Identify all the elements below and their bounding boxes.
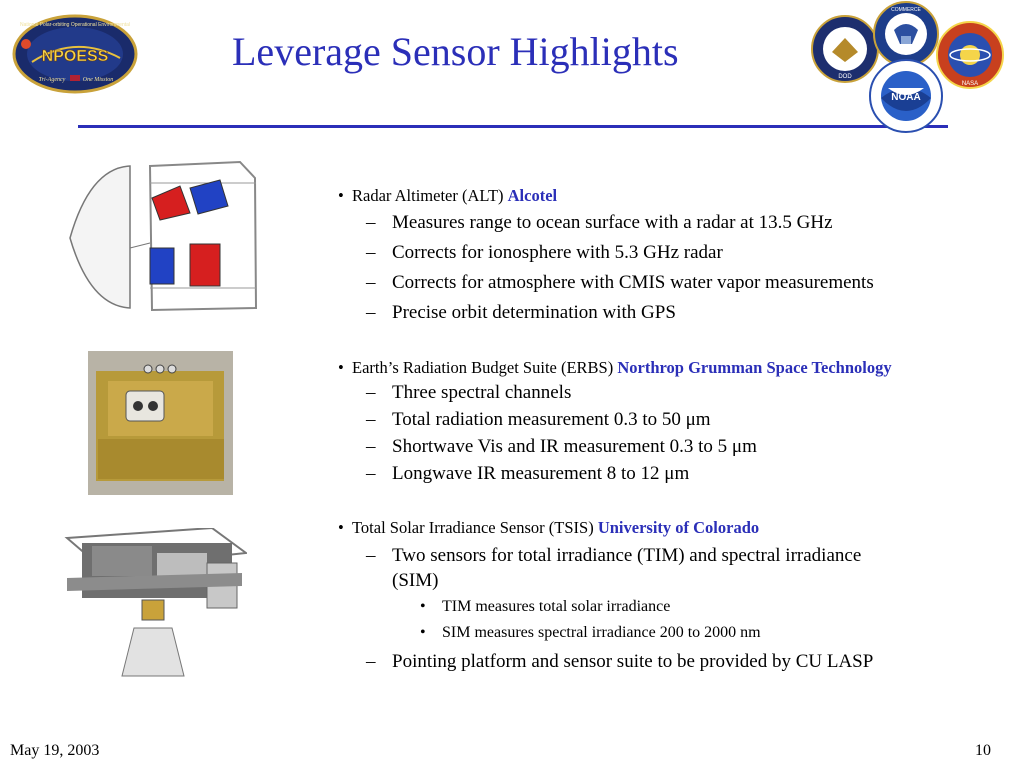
svg-text:COMMERCE: COMMERCE [891, 7, 921, 13]
noaa-seal [868, 58, 944, 134]
npoess-word: NPOESS [41, 48, 109, 65]
page-number: 10 [975, 742, 991, 759]
npoess-logo [12, 14, 138, 94]
svg-text:DOD: DOD [838, 74, 852, 80]
tsis-image [62, 528, 247, 678]
sub-list-item: • SIM measures spectral irradiance 200 to 2000 nm [420, 624, 761, 641]
npoess-motto-left: Tri-Agency [38, 77, 66, 83]
list-item: – Corrects for ionosphere with 5.3 GHz radar [366, 242, 723, 263]
radar-altimeter-image [60, 158, 260, 318]
nasa-seal [935, 20, 1005, 90]
bullet-tsis: • Total Solar Irradiance Sensor (TSIS) University of Colorado [338, 518, 760, 537]
list-item: – Three spectral channels [366, 382, 572, 403]
satellite-icon [21, 39, 31, 49]
title-underline [78, 125, 948, 128]
list-item: – Shortwave Vis and IR measurement 0.3 to 5 μm [366, 436, 757, 457]
list-item: – Longwave IR measurement 8 to 12 μm [366, 463, 690, 484]
svg-text:NOAA: NOAA [891, 92, 921, 103]
list-item-continuation: (SIM) [392, 570, 439, 591]
list-item: – Measures range to ocean surface with a radar at 13.5 GHz [366, 212, 833, 233]
list-item: – Precise orbit determination with GPS [366, 302, 676, 323]
sub-list-item: • TIM measures total solar irradiance [420, 598, 671, 615]
npoess-motto-right: One Mission [82, 77, 114, 83]
list-item: – Total radiation measurement 0.3 to 50 μm [366, 409, 711, 430]
slide-title: Leverage Sensor Highlights [232, 29, 679, 74]
npoess-arc-text: National Polar-orbiting Operational Environmental [19, 22, 131, 28]
flag-icon [70, 75, 80, 81]
org-name: University of Colorado [597, 518, 760, 537]
bullet-text: Earth’s Radiation Budget Suite (ERBS) [352, 358, 614, 377]
bullet-radar-altimeter: • Radar Altimeter (ALT) Alcotel [338, 186, 558, 205]
list-item: – Two sensors for total irradiance (TIM) and spectral irradiance [366, 545, 862, 566]
org-name: Northrop Grumman Space Technology [617, 358, 892, 377]
list-item: – Corrects for atmosphere with CMIS water vapor measurements [366, 272, 874, 293]
org-name: Alcotel [507, 186, 558, 205]
list-item: – Pointing platform and sensor suite to be provided by CU LASP [366, 651, 874, 672]
bullet-text: Total Solar Irradiance Sensor (TSIS) [352, 518, 594, 537]
erbs-image [88, 351, 233, 495]
bullet-text: Radar Altimeter (ALT) [352, 186, 504, 205]
footer-date: May 19, 2003 [10, 742, 100, 759]
bullet-erbs: • Earth’s Radiation Budget Suite (ERBS) Northrop Grumman Space Technology [338, 358, 892, 377]
svg-text:NASA: NASA [961, 81, 979, 87]
